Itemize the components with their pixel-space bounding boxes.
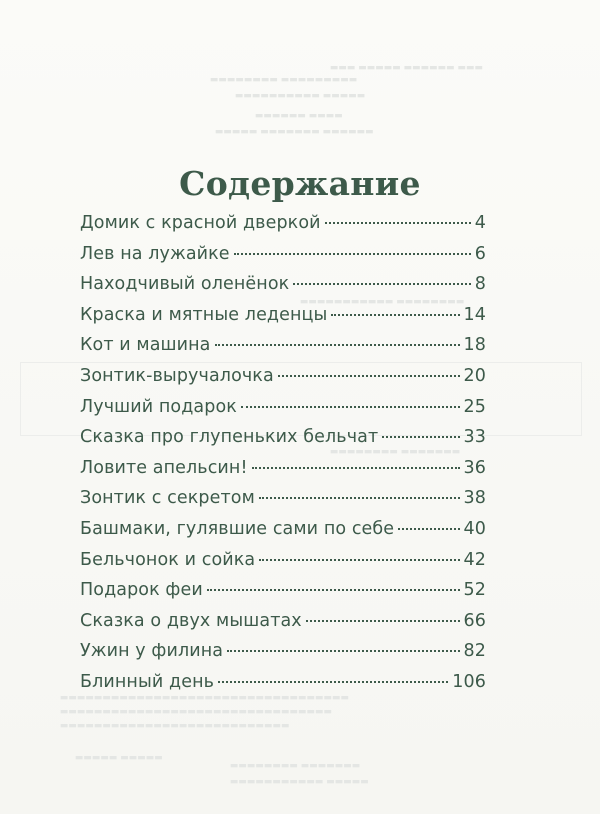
toc-entry-page-number: 36 xyxy=(463,457,486,478)
dot-leader xyxy=(306,620,460,622)
toc-entry-title: Кот и машина xyxy=(80,335,211,356)
dot-leader xyxy=(382,436,459,438)
dot-leader xyxy=(331,314,459,316)
dot-leader xyxy=(252,467,460,469)
toc-entry-title: Бельчонок и сойка xyxy=(80,549,256,570)
dot-leader xyxy=(325,222,471,224)
toc-entry-title: Домик с красной дверкой xyxy=(80,213,321,233)
toc-entry-title: Подарок феи xyxy=(80,580,203,601)
toc-entry-page-number: 66 xyxy=(463,610,486,631)
bleed-through-text: ▬▬▬▬▬▬▬ ▬▬▬▬▬▬▬▬ xyxy=(230,761,361,771)
toc-entry-page-number: 4 xyxy=(474,213,486,233)
toc-entry-title: Краска и мятные леденцы xyxy=(80,304,328,325)
table-of-contents xyxy=(80,208,486,698)
bleed-through-text: ▬▬▬▬▬▬▬▬ ▬▬▬▬▬▬▬▬▬▬▬ xyxy=(300,297,465,307)
toc-entry xyxy=(80,208,486,239)
dot-leader xyxy=(234,253,471,255)
dot-leader xyxy=(241,406,460,408)
toc-entry-page-number: 25 xyxy=(463,396,486,417)
toc-entry xyxy=(80,453,486,484)
bleed-through-text: ▬▬▬▬▬ ▬▬▬▬▬▬▬▬▬▬ xyxy=(235,91,366,101)
bleed-through-text: ▬▬▬▬▬▬▬▬▬▬▬▬▬▬▬▬▬▬▬▬▬▬▬▬▬▬▬▬▬▬▬▬ xyxy=(60,707,333,717)
toc-entry xyxy=(80,667,486,698)
bleed-through-text: ▬▬▬▬▬ ▬▬▬▬▬ xyxy=(75,753,163,763)
toc-entry xyxy=(80,269,486,300)
toc-entry xyxy=(80,483,486,514)
toc-entry xyxy=(80,239,486,270)
bleed-through-text: ▬▬▬▬▬▬▬▬▬▬▬▬▬▬▬▬▬▬▬▬▬▬▬▬▬▬▬ xyxy=(60,721,290,731)
toc-entry-page-number: 14 xyxy=(463,304,486,325)
bleed-through-text: ▬▬▬▬▬ ▬▬▬▬▬▬▬▬▬▬▬ xyxy=(230,777,369,787)
toc-entry xyxy=(80,636,486,667)
bleed-through-text: ▬▬▬▬▬▬▬ ▬▬▬▬▬▬▬▬ xyxy=(330,447,461,457)
dot-leader xyxy=(398,528,459,530)
toc-entry-title: Сказка про глупеньких бельчат xyxy=(80,427,379,448)
toc-entry-title: Ловите апельсин! xyxy=(80,457,248,478)
toc-entry-page-number: 106 xyxy=(452,671,486,692)
toc-entry xyxy=(80,514,486,545)
dot-leader xyxy=(215,344,460,346)
toc-entry-title: Ужин у филина xyxy=(80,641,224,662)
toc-entry-title: Зонтик-выручалочка xyxy=(80,365,274,386)
toc-entry-title: Лучший подарок xyxy=(80,396,237,417)
dot-leader xyxy=(259,559,459,561)
toc-entry-title: Блинный день xyxy=(80,671,215,692)
toc-entry xyxy=(80,392,486,423)
toc-entry xyxy=(80,300,486,331)
toc-entry xyxy=(80,422,486,453)
toc-entry-title: Сказка о двух мышатах xyxy=(80,610,302,631)
dot-leader xyxy=(259,497,460,499)
toc-entry-title: Лев на лужайке xyxy=(80,243,230,264)
toc-entry xyxy=(80,545,486,576)
toc-entry-page-number: 38 xyxy=(463,488,486,509)
toc-entry-page-number: 42 xyxy=(463,549,486,570)
dot-leader xyxy=(293,283,470,285)
dot-leader xyxy=(227,650,459,652)
toc-entry-page-number: 18 xyxy=(463,335,486,356)
toc-entry xyxy=(80,361,486,392)
dot-leader xyxy=(278,375,460,377)
toc-entry xyxy=(80,575,486,606)
page-title: Содержание xyxy=(179,164,421,204)
dot-leader xyxy=(218,681,448,683)
toc-entry-page-number: 82 xyxy=(463,641,486,662)
bleed-through-text: ▬▬▬▬▬▬▬▬▬▬▬▬▬▬▬▬▬▬▬▬▬▬▬▬▬▬▬▬▬▬▬▬▬▬ xyxy=(60,693,350,703)
toc-entry-page-number: 33 xyxy=(463,427,486,448)
toc-entry xyxy=(80,606,486,637)
bleed-through-text: ▬▬▬▬ ▬▬▬▬▬▬ xyxy=(255,111,343,121)
bleed-through-text: ▬▬▬▬▬▬▬▬▬ ▬▬▬▬▬▬▬▬ xyxy=(210,75,358,85)
toc-entry-page-number: 6 xyxy=(474,243,486,264)
bleed-through-text: ▬▬▬ ▬▬▬▬▬▬ ▬▬▬▬▬ ▬▬▬ xyxy=(330,63,484,73)
toc-entry-page-number: 20 xyxy=(463,365,486,386)
toc-entry-title: Башмаки, гулявшие сами по себе xyxy=(80,518,395,539)
toc-entry-page-number: 8 xyxy=(474,274,486,295)
toc-entry-page-number: 52 xyxy=(463,580,486,601)
dot-leader xyxy=(207,589,460,591)
bleed-through-text: ▬▬▬▬▬▬ ▬▬▬▬▬▬▬ ▬▬▬▬▬ xyxy=(215,127,374,137)
toc-entry-title: Зонтик с секретом xyxy=(80,488,255,509)
toc-entry-page-number: 40 xyxy=(463,518,486,539)
toc-entry-title: Находчивый оленёнок xyxy=(80,274,290,295)
toc-entry xyxy=(80,330,486,361)
